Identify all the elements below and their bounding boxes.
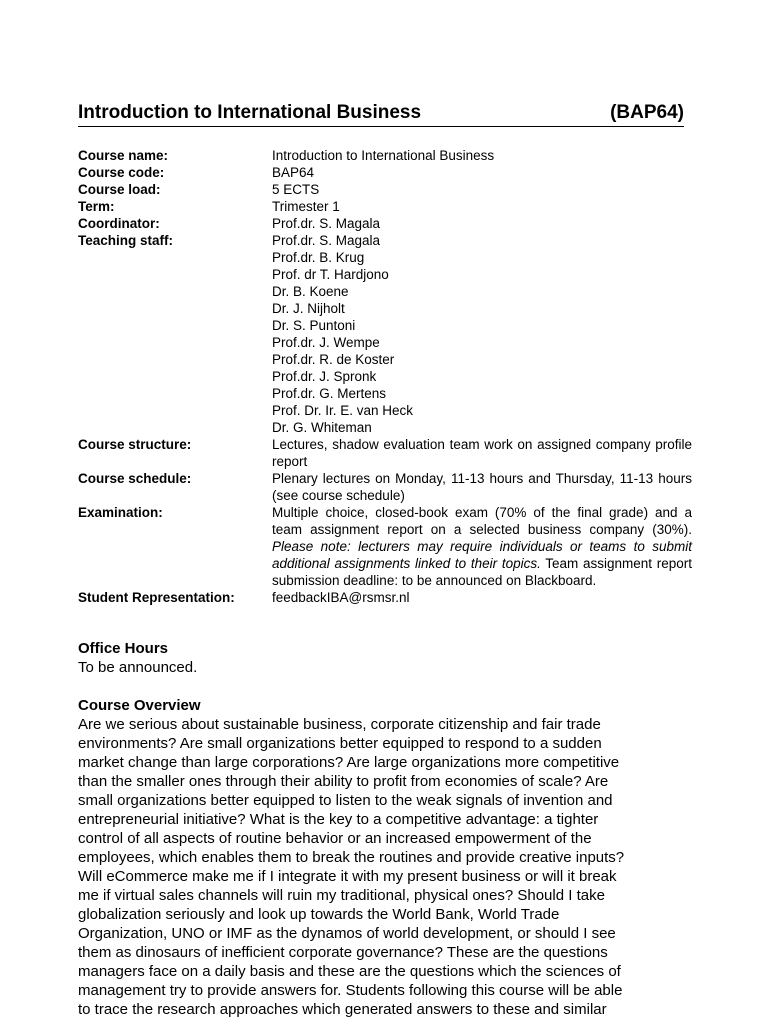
course-overview-text bbox=[78, 715, 692, 1019]
info-row-term bbox=[78, 198, 692, 215]
info-value: Plenary lectures on Monday, 11-13 hours and Thursday, 11-13 hours (see course schedule) bbox=[272, 471, 692, 503]
overview-line: small organizations better equipped to listen to the weak signals of invention and bbox=[78, 792, 613, 809]
info-label: Coordinator: bbox=[78, 216, 160, 231]
overview-line: management try to provide answers for. Students following this course will be able bbox=[78, 982, 623, 999]
info-label: Teaching staff: bbox=[78, 233, 174, 248]
staff-member: Dr. B. Koene bbox=[272, 284, 349, 299]
info-row-examination bbox=[78, 504, 692, 589]
info-label: Course schedule: bbox=[78, 471, 192, 486]
staff-member: Prof.dr. B. Krug bbox=[272, 250, 365, 265]
info-row-student-representation bbox=[78, 589, 692, 606]
document-course-code: (BAP64) bbox=[610, 102, 684, 123]
info-value: Trimester 1 bbox=[272, 199, 340, 214]
student-representation-email: feedbackIBA@rsmsr.nl bbox=[272, 590, 410, 605]
info-row-teaching-staff bbox=[78, 232, 692, 436]
staff-member: Prof.dr. S. Magala bbox=[272, 233, 381, 248]
info-value: BAP64 bbox=[272, 165, 315, 180]
staff-member: Prof.dr. R. de Koster bbox=[272, 352, 395, 367]
info-label: Course structure: bbox=[78, 437, 192, 452]
overview-line: Will eCommerce make me if I integrate it with my present business or will it break bbox=[78, 868, 617, 885]
office-hours-text: To be announced. bbox=[78, 659, 198, 676]
overview-line: than the smaller ones through their ability to profit from economies of scale? Are bbox=[78, 773, 609, 790]
staff-member: Prof.dr. J. Spronk bbox=[272, 369, 377, 384]
staff-member: Prof. Dr. Ir. E. van Heck bbox=[272, 403, 414, 418]
course-overview-heading: Course Overview bbox=[78, 697, 201, 714]
info-row-coordinator bbox=[78, 215, 692, 232]
staff-member: Dr. G. Whiteman bbox=[272, 420, 372, 435]
info-row-course-schedule bbox=[78, 470, 692, 504]
overview-line: them as dinosaurs of inefficient corporate governance? These are the questions bbox=[78, 944, 608, 961]
info-row-course-load bbox=[78, 181, 692, 198]
overview-line: environments? Are small organizations better equipped to respond to a sudden bbox=[78, 735, 602, 752]
examination-note: Please note: lecturers may require individuals or teams to submit additional assignments linked to their topics. bbox=[272, 539, 692, 571]
overview-line: employees, which enables them to break the routines and provide creative inputs? bbox=[78, 849, 625, 866]
info-value: Introduction to International Business bbox=[272, 148, 495, 163]
overview-line: me if virtual sales channels will ruin my traditional, physical ones? Should I take bbox=[78, 887, 605, 904]
info-label: Course name: bbox=[78, 148, 169, 163]
office-hours-heading: Office Hours bbox=[78, 640, 169, 657]
overview-line: to trace the research approaches which generated answers to these and similar bbox=[78, 1001, 607, 1018]
staff-member: Prof.dr. J. Wempe bbox=[272, 335, 380, 350]
examination-text-part: Multiple choice, closed-book exam (70% of the final grade) and a team assignment report on a selected business company (30%). bbox=[272, 505, 692, 537]
info-label: Course code: bbox=[78, 165, 165, 180]
course-info-table bbox=[78, 147, 692, 606]
staff-member: Dr. J. Nijholt bbox=[272, 301, 345, 316]
examination-text bbox=[272, 504, 692, 589]
info-row-course-name bbox=[78, 147, 692, 164]
overview-line: managers face on a daily basis and these are the questions which the sciences of bbox=[78, 963, 621, 980]
staff-member: Prof.dr. G. Mertens bbox=[272, 386, 387, 401]
examination-text-part: Team assignment report submission deadline: to be announced on Blackboard. bbox=[272, 556, 692, 588]
staff-member: Dr. S. Puntoni bbox=[272, 318, 356, 333]
teaching-staff-list bbox=[272, 232, 692, 436]
overview-line: Organization, UNO or IMF as the dynamos of world development, or should I see bbox=[78, 925, 616, 942]
overview-line: control of all aspects of routine behavior or an increased empowerment of the bbox=[78, 830, 592, 847]
overview-line: market change than large corporations? Are large organizations more competitive bbox=[78, 754, 620, 771]
info-row-course-code bbox=[78, 164, 692, 181]
info-label: Student Representation: bbox=[78, 590, 235, 605]
info-value: 5 ECTS bbox=[272, 182, 320, 197]
info-label: Examination: bbox=[78, 505, 163, 520]
info-label: Term: bbox=[78, 199, 115, 214]
overview-line: Are we serious about sustainable business, corporate citizenship and fair trade bbox=[78, 716, 601, 733]
info-value: Lectures, shadow evaluation team work on assigned company profile report bbox=[272, 437, 692, 469]
document-title: Introduction to International Business bbox=[78, 102, 422, 123]
info-value: Prof.dr. S. Magala bbox=[272, 216, 381, 231]
document-title-row bbox=[78, 100, 684, 127]
info-label: Course load: bbox=[78, 182, 161, 197]
overview-line: entrepreneurial initiative? What is the key to a competitive advantage: a tighter bbox=[78, 811, 599, 828]
info-row-course-structure bbox=[78, 436, 692, 470]
overview-line: globalization seriously and look up towards the World Bank, World Trade bbox=[78, 906, 560, 923]
staff-member: Prof. dr T. Hardjono bbox=[272, 267, 389, 282]
